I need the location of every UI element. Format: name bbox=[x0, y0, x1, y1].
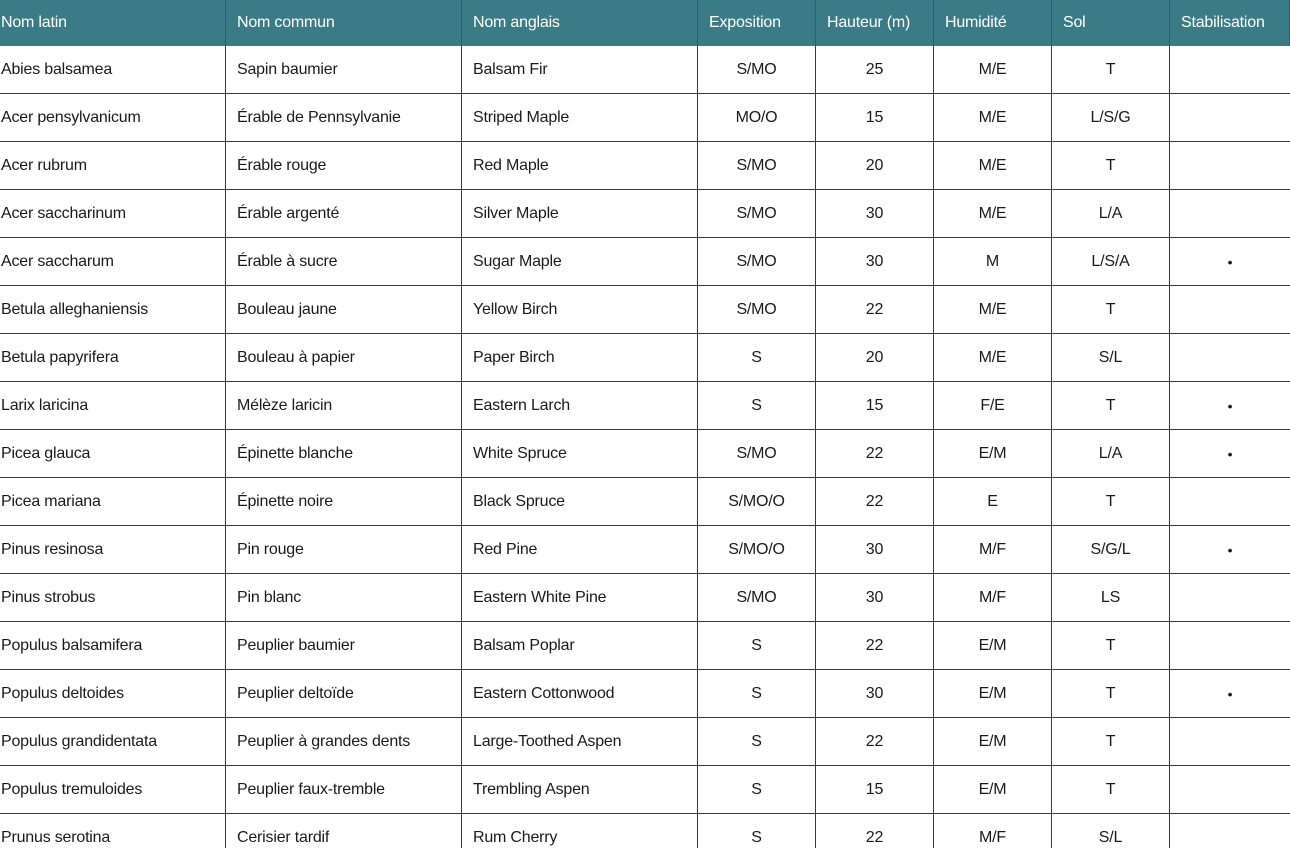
cell-exposition: S/MO bbox=[698, 286, 816, 333]
cell-nom-anglais: Red Pine bbox=[462, 526, 698, 573]
cell-exposition: S/MO/O bbox=[698, 478, 816, 525]
cell-nom-commun: Peuplier faux-tremble bbox=[226, 766, 462, 813]
cell-hauteur: 20 bbox=[816, 334, 934, 381]
cell-nom-latin: Picea glauca bbox=[0, 430, 226, 477]
cell-stabilisation bbox=[1170, 94, 1290, 141]
cell-nom-latin: Acer saccharinum bbox=[0, 190, 226, 237]
cell-nom-commun: Érable rouge bbox=[226, 142, 462, 189]
cell-stabilisation bbox=[1170, 46, 1290, 93]
cell-humidite: E/M bbox=[934, 670, 1052, 717]
table-row[interactable] bbox=[0, 382, 1290, 430]
cell-sol: L/S/G bbox=[1052, 94, 1170, 141]
cell-nom-anglais: Trembling Aspen bbox=[462, 766, 698, 813]
cell-nom-latin: Larix laricina bbox=[0, 382, 226, 429]
cell-hauteur: 22 bbox=[816, 622, 934, 669]
cell-sol: S/L bbox=[1052, 334, 1170, 381]
cell-humidite: M/E bbox=[934, 190, 1052, 237]
cell-nom-commun: Pin rouge bbox=[226, 526, 462, 573]
cell-nom-anglais: Eastern Cottonwood bbox=[462, 670, 698, 717]
cell-sol: T bbox=[1052, 718, 1170, 765]
cell-nom-commun: Érable argenté bbox=[226, 190, 462, 237]
cell-hauteur: 15 bbox=[816, 382, 934, 429]
cell-exposition: S/MO bbox=[698, 430, 816, 477]
cell-nom-anglais: Eastern Larch bbox=[462, 382, 698, 429]
cell-stabilisation bbox=[1170, 286, 1290, 333]
cell-nom-commun: Mélèze laricin bbox=[226, 382, 462, 429]
header-hauteur[interactable]: Hauteur (m) bbox=[816, 0, 934, 46]
cell-nom-anglais: Sugar Maple bbox=[462, 238, 698, 285]
cell-humidite: M bbox=[934, 238, 1052, 285]
cell-nom-anglais: Rum Cherry bbox=[462, 814, 698, 848]
cell-stabilisation: • bbox=[1227, 445, 1233, 462]
cell-hauteur: 25 bbox=[816, 46, 934, 93]
cell-sol: T bbox=[1052, 142, 1170, 189]
cell-hauteur: 30 bbox=[816, 526, 934, 573]
cell-nom-latin: Picea mariana bbox=[0, 478, 226, 525]
cell-hauteur: 22 bbox=[816, 430, 934, 477]
cell-hauteur: 22 bbox=[816, 814, 934, 848]
cell-nom-commun: Sapin baumier bbox=[226, 46, 462, 93]
table-row[interactable] bbox=[0, 526, 1290, 574]
cell-sol: L/A bbox=[1052, 430, 1170, 477]
cell-exposition: S bbox=[698, 382, 816, 429]
cell-exposition: S bbox=[698, 814, 816, 848]
cell-hauteur: 30 bbox=[816, 190, 934, 237]
cell-stabilisation bbox=[1170, 814, 1290, 848]
cell-humidite: M/F bbox=[934, 814, 1052, 848]
table-row[interactable] bbox=[0, 430, 1290, 478]
cell-sol: L/A bbox=[1052, 190, 1170, 237]
table-row[interactable] bbox=[0, 46, 1290, 94]
cell-nom-commun: Cerisier tardif bbox=[226, 814, 462, 848]
cell-nom-commun: Peuplier deltoïde bbox=[226, 670, 462, 717]
cell-nom-anglais: Silver Maple bbox=[462, 190, 698, 237]
cell-hauteur: 15 bbox=[816, 766, 934, 813]
cell-nom-anglais: Balsam Fir bbox=[462, 46, 698, 93]
cell-nom-anglais: Large-Toothed Aspen bbox=[462, 718, 698, 765]
table-row[interactable] bbox=[0, 622, 1290, 670]
table-row[interactable] bbox=[0, 814, 1290, 848]
cell-exposition: S bbox=[698, 334, 816, 381]
cell-nom-latin: Populus deltoides bbox=[0, 670, 226, 717]
cell-exposition: S bbox=[698, 766, 816, 813]
cell-nom-anglais: Red Maple bbox=[462, 142, 698, 189]
cell-humidite: M/E bbox=[934, 334, 1052, 381]
table-row[interactable] bbox=[0, 574, 1290, 622]
cell-nom-anglais: Eastern White Pine bbox=[462, 574, 698, 621]
cell-humidite: M/F bbox=[934, 574, 1052, 621]
cell-humidite: M/F bbox=[934, 526, 1052, 573]
cell-nom-commun: Peuplier à grandes dents bbox=[226, 718, 462, 765]
cell-hauteur: 30 bbox=[816, 670, 934, 717]
cell-exposition: S/MO/O bbox=[698, 526, 816, 573]
cell-hauteur: 22 bbox=[816, 718, 934, 765]
cell-hauteur: 15 bbox=[816, 94, 934, 141]
cell-hauteur: 22 bbox=[816, 286, 934, 333]
cell-humidite: E/M bbox=[934, 430, 1052, 477]
cell-stabilisation bbox=[1170, 142, 1290, 189]
table-row[interactable] bbox=[0, 238, 1290, 286]
cell-hauteur: 22 bbox=[816, 478, 934, 525]
cell-exposition: S/MO bbox=[698, 574, 816, 621]
cell-stabilisation bbox=[1170, 334, 1290, 381]
cell-humidite: E bbox=[934, 478, 1052, 525]
cell-sol: S/G/L bbox=[1052, 526, 1170, 573]
table-row[interactable] bbox=[0, 190, 1290, 238]
cell-sol: T bbox=[1052, 670, 1170, 717]
cell-humidite: E/M bbox=[934, 622, 1052, 669]
cell-nom-latin: Populus tremuloides bbox=[0, 766, 226, 813]
table-body bbox=[0, 46, 1290, 848]
cell-nom-commun: Pin blanc bbox=[226, 574, 462, 621]
cell-exposition: MO/O bbox=[698, 94, 816, 141]
cell-nom-commun: Érable de Pennsylvanie bbox=[226, 94, 462, 141]
cell-nom-latin: Acer rubrum bbox=[0, 142, 226, 189]
cell-sol: T bbox=[1052, 286, 1170, 333]
cell-humidite: E/M bbox=[934, 766, 1052, 813]
header-stabilisation[interactable]: Stabilisation bbox=[1170, 0, 1290, 46]
table-row[interactable] bbox=[0, 766, 1290, 814]
cell-stabilisation: • bbox=[1227, 397, 1233, 414]
cell-hauteur: 30 bbox=[816, 574, 934, 621]
cell-exposition: S/MO bbox=[698, 142, 816, 189]
cell-sol: T bbox=[1052, 478, 1170, 525]
table-row[interactable] bbox=[0, 94, 1290, 142]
table-row[interactable] bbox=[0, 718, 1290, 766]
header-exposition[interactable]: Exposition bbox=[698, 0, 816, 46]
table-row[interactable] bbox=[0, 142, 1290, 190]
cell-humidite: M/E bbox=[934, 46, 1052, 93]
cell-nom-commun: Épinette noire bbox=[226, 478, 462, 525]
header-humidite[interactable]: Humidité bbox=[934, 0, 1052, 46]
cell-exposition: S/MO bbox=[698, 46, 816, 93]
cell-nom-latin: Betula papyrifera bbox=[0, 334, 226, 381]
cell-stabilisation bbox=[1170, 574, 1290, 621]
cell-nom-latin: Pinus strobus bbox=[0, 574, 226, 621]
header-nom-anglais[interactable]: Nom anglais bbox=[462, 0, 698, 46]
cell-hauteur: 30 bbox=[816, 238, 934, 285]
cell-sol: L/S/A bbox=[1052, 238, 1170, 285]
cell-exposition: S bbox=[698, 670, 816, 717]
cell-nom-anglais: White Spruce bbox=[462, 430, 698, 477]
header-nom-latin[interactable]: Nom latin bbox=[0, 0, 226, 46]
cell-hauteur: 20 bbox=[816, 142, 934, 189]
cell-nom-latin: Betula alleghaniensis bbox=[0, 286, 226, 333]
cell-nom-latin: Populus grandidentata bbox=[0, 718, 226, 765]
cell-nom-latin: Pinus resinosa bbox=[0, 526, 226, 573]
cell-nom-commun: Épinette blanche bbox=[226, 430, 462, 477]
cell-nom-anglais: Yellow Birch bbox=[462, 286, 698, 333]
cell-humidite: E/M bbox=[934, 718, 1052, 765]
table-row[interactable] bbox=[0, 670, 1290, 718]
cell-nom-latin: Acer saccharum bbox=[0, 238, 226, 285]
cell-sol: T bbox=[1052, 622, 1170, 669]
cell-sol: S/L bbox=[1052, 814, 1170, 848]
cell-nom-anglais: Striped Maple bbox=[462, 94, 698, 141]
cell-stabilisation: • bbox=[1227, 685, 1233, 702]
cell-stabilisation: • bbox=[1227, 253, 1233, 270]
cell-stabilisation bbox=[1170, 478, 1290, 525]
cell-sol: T bbox=[1052, 382, 1170, 429]
header-sol[interactable]: Sol bbox=[1052, 0, 1170, 46]
cell-nom-anglais: Paper Birch bbox=[462, 334, 698, 381]
cell-nom-latin: Populus balsamifera bbox=[0, 622, 226, 669]
cell-nom-commun: Bouleau jaune bbox=[226, 286, 462, 333]
cell-exposition: S/MO bbox=[698, 238, 816, 285]
cell-nom-commun: Bouleau à papier bbox=[226, 334, 462, 381]
cell-nom-anglais: Black Spruce bbox=[462, 478, 698, 525]
cell-humidite: F/E bbox=[934, 382, 1052, 429]
cell-humidite: M/E bbox=[934, 94, 1052, 141]
cell-nom-commun: Érable à sucre bbox=[226, 238, 462, 285]
cell-nom-anglais: Balsam Poplar bbox=[462, 622, 698, 669]
cell-humidite: M/E bbox=[934, 142, 1052, 189]
table-row[interactable] bbox=[0, 286, 1290, 334]
cell-sol: LS bbox=[1052, 574, 1170, 621]
cell-exposition: S/MO bbox=[698, 190, 816, 237]
cell-nom-latin: Acer pensylvanicum bbox=[0, 94, 226, 141]
table-row[interactable] bbox=[0, 478, 1290, 526]
cell-sol: T bbox=[1052, 766, 1170, 813]
cell-exposition: S bbox=[698, 622, 816, 669]
table-header bbox=[0, 0, 1290, 46]
cell-nom-commun: Peuplier baumier bbox=[226, 622, 462, 669]
cell-nom-latin: Prunus serotina bbox=[0, 814, 226, 848]
cell-nom-latin: Abies balsamea bbox=[0, 46, 226, 93]
table-row[interactable] bbox=[0, 334, 1290, 382]
cell-stabilisation bbox=[1170, 718, 1290, 765]
cell-stabilisation bbox=[1170, 766, 1290, 813]
cell-stabilisation bbox=[1170, 190, 1290, 237]
header-nom-commun[interactable]: Nom commun bbox=[226, 0, 462, 46]
cell-stabilisation bbox=[1170, 622, 1290, 669]
cell-exposition: S bbox=[698, 718, 816, 765]
cell-stabilisation: • bbox=[1227, 541, 1233, 558]
cell-humidite: M/E bbox=[934, 286, 1052, 333]
cell-sol: T bbox=[1052, 46, 1170, 93]
